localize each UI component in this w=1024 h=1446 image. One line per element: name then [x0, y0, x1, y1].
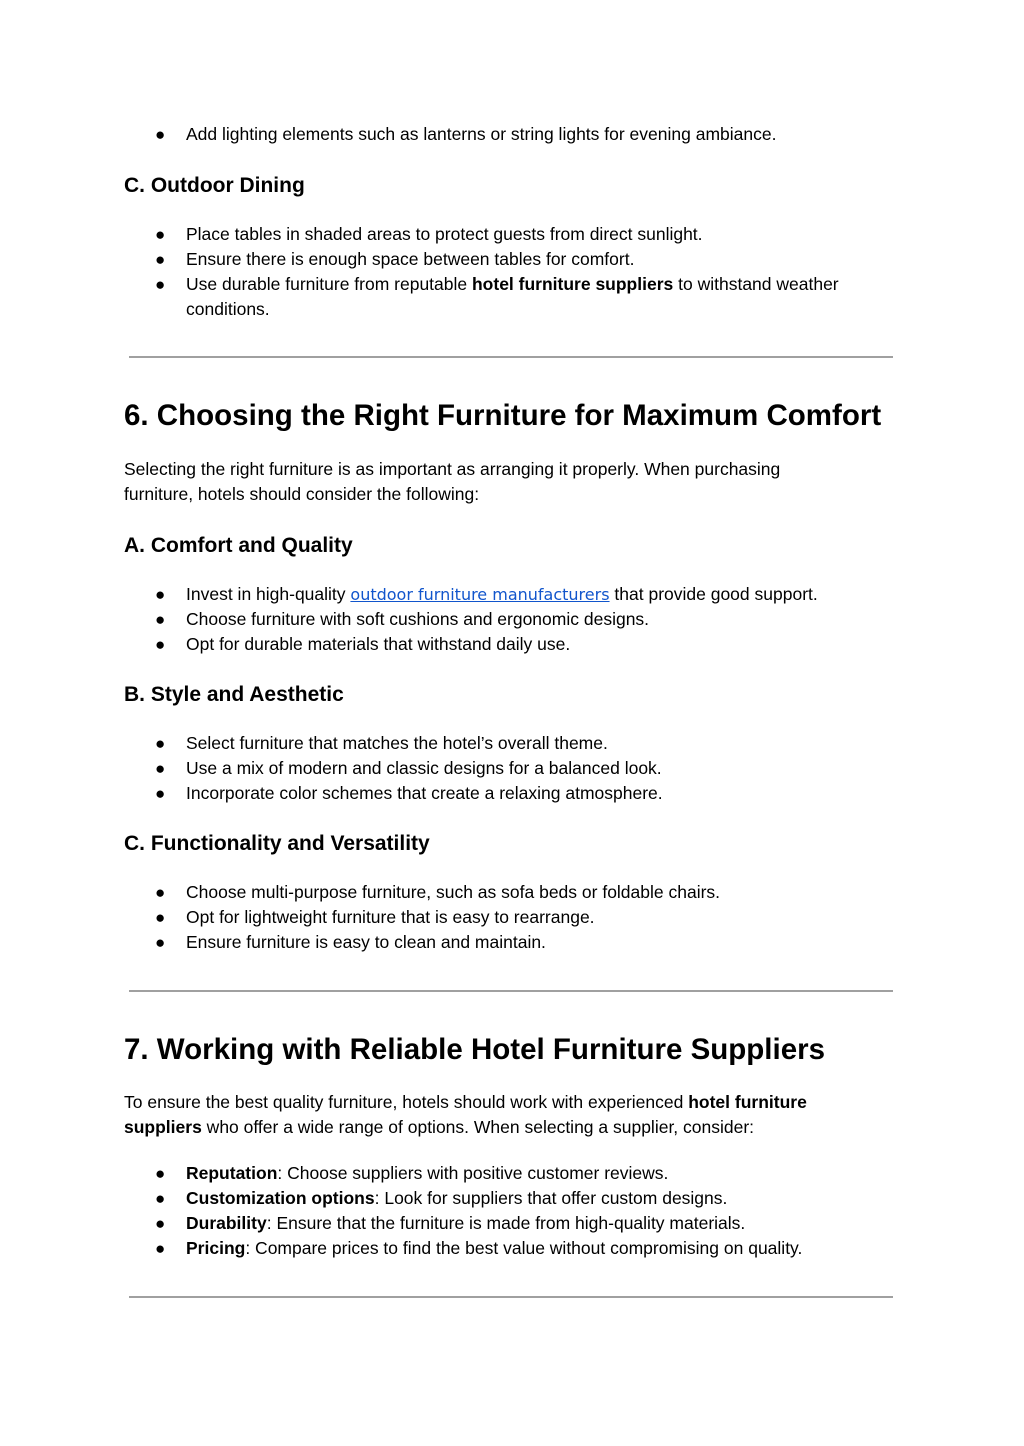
list-item: Add lighting elements such as lanterns or string lights for evening ambiance. — [186, 124, 777, 144]
bold-term: hotel furniture — [688, 1092, 807, 1112]
bullet-marker: ● — [155, 1214, 166, 1233]
list-item: Ensure furniture is easy to clean and maintain. — [186, 932, 546, 952]
paragraph-line: Selecting the right furniture is as important as arranging it properly. When purchasing — [124, 459, 781, 479]
bullet-marker: ● — [155, 908, 166, 927]
bullet-marker: ● — [155, 125, 166, 144]
list-item — [186, 1186, 727, 1211]
bullet-marker: ● — [155, 883, 166, 902]
item-text: to withstand weather — [673, 274, 839, 294]
bullet-marker: ● — [155, 784, 166, 803]
bold-term: hotel furniture suppliers — [471, 274, 674, 294]
bullet-marker: ● — [155, 734, 166, 753]
paragraph-line — [124, 1115, 754, 1140]
bullet-marker: ● — [155, 225, 166, 244]
item-text: : Compare prices to find the best value without compromising on quality. — [245, 1238, 803, 1258]
bullet-marker: ● — [155, 635, 166, 654]
list-item — [186, 1236, 802, 1261]
paragraph-line: furniture, hotels should consider the following: — [124, 484, 480, 504]
paragraph-text: who offer a wide range of options. When selecting a supplier, consider: — [201, 1117, 755, 1137]
bullet-marker: ● — [155, 1239, 166, 1258]
bullet-marker: ● — [155, 1189, 166, 1208]
item-label: Durability — [186, 1213, 267, 1233]
list-item: Opt for lightweight furniture that is easy to rearrange. — [186, 907, 595, 927]
item-text: that provide good support. — [609, 584, 818, 604]
list-item: Use a mix of modern and classic designs for a balanced look. — [186, 758, 662, 778]
bullet-marker: ● — [155, 585, 166, 604]
list-item — [186, 272, 839, 297]
paragraph-text: To ensure the best quality furniture, hotels should work with experienced — [124, 1092, 689, 1112]
list-item: Place tables in shaded areas to protect guests from direct sunlight. — [186, 224, 703, 244]
list-item: Incorporate color schemes that create a relaxing atmosphere. — [186, 783, 663, 803]
bullet-marker: ● — [155, 1164, 166, 1183]
list-item: Ensure there is enough space between tables for comfort. — [186, 249, 635, 269]
item-text: : Ensure that the furniture is made from high-quality materials. — [266, 1213, 746, 1233]
paragraph-line — [124, 1090, 807, 1115]
bullet-marker: ● — [155, 759, 166, 778]
list-item — [186, 1211, 745, 1236]
horizontal-rule — [129, 990, 893, 992]
bullet-marker: ● — [155, 275, 166, 294]
bullet-marker: ● — [155, 933, 166, 952]
horizontal-rule — [129, 1296, 893, 1298]
bold-term: suppliers — [124, 1117, 202, 1137]
item-text: Use durable furniture from reputable — [186, 274, 472, 294]
outdoor-furniture-link[interactable]: outdoor furniture manufacturers — [350, 585, 610, 604]
item-text: Invest in high-quality — [186, 584, 351, 604]
section-heading: 7. Working with Reliable Hotel Furniture Suppliers — [124, 1033, 825, 1066]
list-item-continuation: conditions. — [186, 299, 270, 319]
item-label: Customization options — [186, 1188, 375, 1208]
item-text: : Look for suppliers that offer custom designs. — [374, 1188, 728, 1208]
subsection-heading: A. Comfort and Quality — [124, 534, 353, 557]
list-item: Choose furniture with soft cushions and ergonomic designs. — [186, 609, 650, 629]
item-label: Reputation — [186, 1163, 278, 1183]
bullet-marker: ● — [155, 610, 166, 629]
bullet-marker: ● — [155, 250, 166, 269]
list-item: Choose multi-purpose furniture, such as sofa beds or foldable chairs. — [186, 882, 721, 902]
list-item — [186, 582, 818, 607]
list-item — [186, 1161, 668, 1186]
list-item: Opt for durable materials that withstand daily use. — [186, 634, 571, 654]
horizontal-rule — [129, 356, 893, 358]
item-text: : Choose suppliers with positive customer reviews. — [277, 1163, 669, 1183]
subsection-heading: C. Functionality and Versatility — [124, 832, 430, 855]
subsection-heading: B. Style and Aesthetic — [124, 683, 344, 706]
section-heading: 6. Choosing the Right Furniture for Maximum Comfort — [124, 399, 882, 432]
subsection-heading: C. Outdoor Dining — [124, 174, 305, 197]
list-item: Select furniture that matches the hotel’s overall theme. — [186, 733, 608, 753]
item-label: Pricing — [186, 1238, 246, 1258]
